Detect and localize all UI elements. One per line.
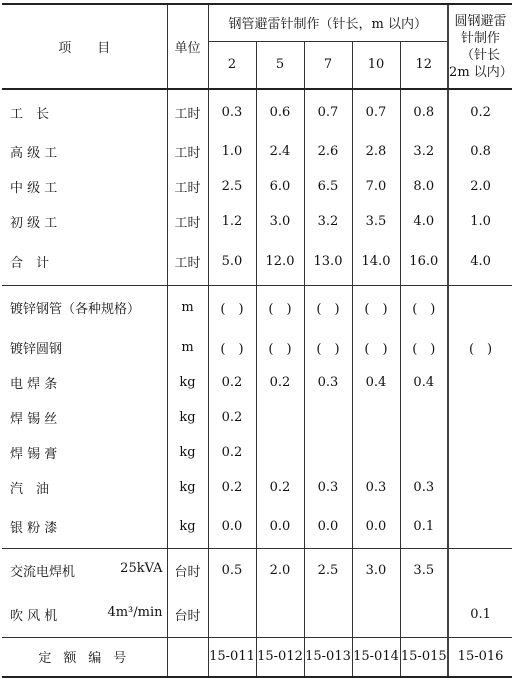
value-cell: 2.5 xyxy=(304,548,352,593)
value-cell xyxy=(400,400,448,435)
value-cell: 12.0 xyxy=(256,239,304,285)
item-label: 银 粉 漆 xyxy=(10,520,58,536)
value-cell: ( ) xyxy=(448,330,512,365)
item-label: 工 长 xyxy=(10,106,50,122)
value-cell: 0.6 xyxy=(256,89,304,134)
item-name xyxy=(2,435,167,470)
value-cell xyxy=(400,435,448,470)
table-row xyxy=(2,89,512,134)
value-cell xyxy=(256,435,304,470)
value-cell: 0.1 xyxy=(448,593,512,637)
table-row xyxy=(2,400,512,435)
header-pipe-group: 钢管避雷针制作（针长，m 以内） xyxy=(208,4,448,41)
value-cell: ( ) xyxy=(400,285,448,330)
value-cell: 2.6 xyxy=(304,134,352,169)
item-unit: kg xyxy=(167,365,208,400)
item-spec: 4m³/min xyxy=(107,605,163,621)
value-cell xyxy=(352,435,400,470)
value-cell: ( ) xyxy=(304,285,352,330)
item-label: 汽 油 xyxy=(10,482,50,497)
value-cell: 3.0 xyxy=(352,548,400,593)
item-name xyxy=(2,239,167,285)
item-spec: 25kVA xyxy=(120,561,163,577)
value-cell xyxy=(352,593,400,637)
item-name xyxy=(2,548,167,593)
table-row xyxy=(2,593,512,637)
item-unit: m xyxy=(167,330,208,365)
quota-code: 15-012 xyxy=(256,637,304,677)
item-unit: m xyxy=(167,285,208,330)
value-cell: 0.3 xyxy=(400,470,448,505)
value-cell: ( ) xyxy=(208,285,256,330)
item-name xyxy=(2,593,167,637)
value-cell: 0.3 xyxy=(352,470,400,505)
item-label: 交流电焊机 xyxy=(10,565,76,581)
value-cell xyxy=(448,365,512,400)
value-cell: 16.0 xyxy=(400,239,448,285)
footer-row xyxy=(2,637,512,677)
item-label: 焊 锡 丝 xyxy=(10,412,58,427)
item-label: 焊 锡 膏 xyxy=(10,447,58,462)
item-unit: kg xyxy=(167,435,208,470)
item-unit: 工时 xyxy=(167,204,208,239)
item-label: 高 级 工 xyxy=(10,146,58,161)
table-row xyxy=(2,435,512,470)
value-cell: 5.0 xyxy=(208,239,256,285)
item-label: 电 焊 条 xyxy=(10,377,58,392)
quota-table xyxy=(2,3,512,678)
value-cell: 0.8 xyxy=(448,134,512,169)
value-cell: 7.0 xyxy=(352,169,400,204)
quota-code: 15-011 xyxy=(208,637,256,677)
item-unit: kg xyxy=(167,470,208,505)
value-cell xyxy=(448,285,512,330)
value-cell: 0.2 xyxy=(208,435,256,470)
value-cell xyxy=(304,593,352,637)
item-unit: 工时 xyxy=(167,169,208,204)
value-cell: 8.0 xyxy=(400,169,448,204)
item-label: 吹 风 机 xyxy=(10,609,58,625)
item-name xyxy=(2,134,167,169)
value-cell: 0.0 xyxy=(208,505,256,548)
value-cell: 0.0 xyxy=(304,505,352,548)
item-name xyxy=(2,89,167,134)
value-cell xyxy=(304,435,352,470)
value-cell: 0.2 xyxy=(208,365,256,400)
item-unit: 工时 xyxy=(167,89,208,134)
header-length: 10 xyxy=(352,41,400,89)
table-row xyxy=(2,285,512,330)
item-name xyxy=(2,365,167,400)
value-cell: 13.0 xyxy=(304,239,352,285)
header-round-group: 圆钢避雷针制作（针长 2m 以内） xyxy=(448,4,512,89)
table-row xyxy=(2,204,512,239)
value-cell xyxy=(448,435,512,470)
item-label: 镀锌钢管（各种规格） xyxy=(10,302,141,318)
item-unit: 工时 xyxy=(167,239,208,285)
value-cell xyxy=(256,400,304,435)
value-cell: 6.5 xyxy=(304,169,352,204)
value-cell: 0.7 xyxy=(304,89,352,134)
item-unit: 台时 xyxy=(167,593,208,637)
item-label: 初 级 工 xyxy=(10,216,58,231)
value-cell: 6.0 xyxy=(256,169,304,204)
header-length: 7 xyxy=(304,41,352,89)
value-cell: 1.0 xyxy=(208,134,256,169)
item-name xyxy=(2,285,167,330)
value-cell: 0.0 xyxy=(352,505,400,548)
table-row xyxy=(2,169,512,204)
value-cell: 0.7 xyxy=(352,89,400,134)
value-cell: 2.5 xyxy=(208,169,256,204)
value-cell: 2.0 xyxy=(448,169,512,204)
value-cell: 3.0 xyxy=(256,204,304,239)
value-cell: ( ) xyxy=(304,330,352,365)
footer-label: 定 额 编 号 xyxy=(2,637,167,677)
value-cell: 2.0 xyxy=(256,548,304,593)
value-cell: ( ) xyxy=(352,330,400,365)
header-length: 5 xyxy=(256,41,304,89)
header-length: 12 xyxy=(400,41,448,89)
value-cell: 0.2 xyxy=(208,470,256,505)
value-cell xyxy=(352,400,400,435)
table-row xyxy=(2,365,512,400)
table-row xyxy=(2,239,512,285)
header-length: 2 xyxy=(208,41,256,89)
value-cell: 14.0 xyxy=(352,239,400,285)
value-cell: ( ) xyxy=(400,330,448,365)
value-cell: ( ) xyxy=(256,330,304,365)
table-row xyxy=(2,330,512,365)
value-cell: 3.5 xyxy=(352,204,400,239)
item-name xyxy=(2,169,167,204)
value-cell: 4.0 xyxy=(448,239,512,285)
value-cell: ( ) xyxy=(256,285,304,330)
value-cell xyxy=(448,505,512,548)
item-name xyxy=(2,204,167,239)
footer-blank xyxy=(167,637,208,677)
value-cell: 0.0 xyxy=(256,505,304,548)
header-unit: 单位 xyxy=(167,4,208,89)
item-name xyxy=(2,330,167,365)
value-cell: 3.5 xyxy=(400,548,448,593)
value-cell: 3.2 xyxy=(304,204,352,239)
value-cell: 3.2 xyxy=(400,134,448,169)
quota-code: 15-014 xyxy=(352,637,400,677)
item-name xyxy=(2,505,167,548)
value-cell xyxy=(448,470,512,505)
value-cell: 0.2 xyxy=(256,470,304,505)
value-cell: 0.4 xyxy=(400,365,448,400)
value-cell xyxy=(256,593,304,637)
value-cell xyxy=(400,593,448,637)
value-cell: 0.4 xyxy=(352,365,400,400)
value-cell: ( ) xyxy=(208,330,256,365)
quota-code: 15-016 xyxy=(448,637,512,677)
value-cell: 2.8 xyxy=(352,134,400,169)
value-cell: ( ) xyxy=(352,285,400,330)
value-cell xyxy=(448,548,512,593)
value-cell: 1.2 xyxy=(208,204,256,239)
value-cell: 4.0 xyxy=(400,204,448,239)
item-unit: 工时 xyxy=(167,134,208,169)
table-row xyxy=(2,470,512,505)
table-row xyxy=(2,548,512,593)
table-row xyxy=(2,134,512,169)
value-cell: 0.2 xyxy=(448,89,512,134)
header-item: 项 目 xyxy=(2,4,167,89)
item-name xyxy=(2,470,167,505)
value-cell xyxy=(304,400,352,435)
value-cell: 0.1 xyxy=(400,505,448,548)
item-unit: kg xyxy=(167,400,208,435)
value-cell: 0.3 xyxy=(304,365,352,400)
value-cell: 0.2 xyxy=(208,400,256,435)
table-row xyxy=(2,505,512,548)
value-cell xyxy=(208,593,256,637)
quota-code: 15-013 xyxy=(304,637,352,677)
value-cell: 2.4 xyxy=(256,134,304,169)
value-cell: 1.0 xyxy=(448,204,512,239)
value-cell: 0.8 xyxy=(400,89,448,134)
item-label: 镀锌圆钢 xyxy=(10,342,63,357)
value-cell: 0.3 xyxy=(208,89,256,134)
quota-code: 15-015 xyxy=(400,637,448,677)
value-cell: 0.3 xyxy=(304,470,352,505)
item-label: 合 计 xyxy=(10,256,50,272)
item-name xyxy=(2,400,167,435)
value-cell: 0.2 xyxy=(256,365,304,400)
item-label: 中 级 工 xyxy=(10,181,58,196)
item-unit: kg xyxy=(167,505,208,548)
item-unit: 台时 xyxy=(167,548,208,593)
value-cell: 0.5 xyxy=(208,548,256,593)
value-cell xyxy=(448,400,512,435)
